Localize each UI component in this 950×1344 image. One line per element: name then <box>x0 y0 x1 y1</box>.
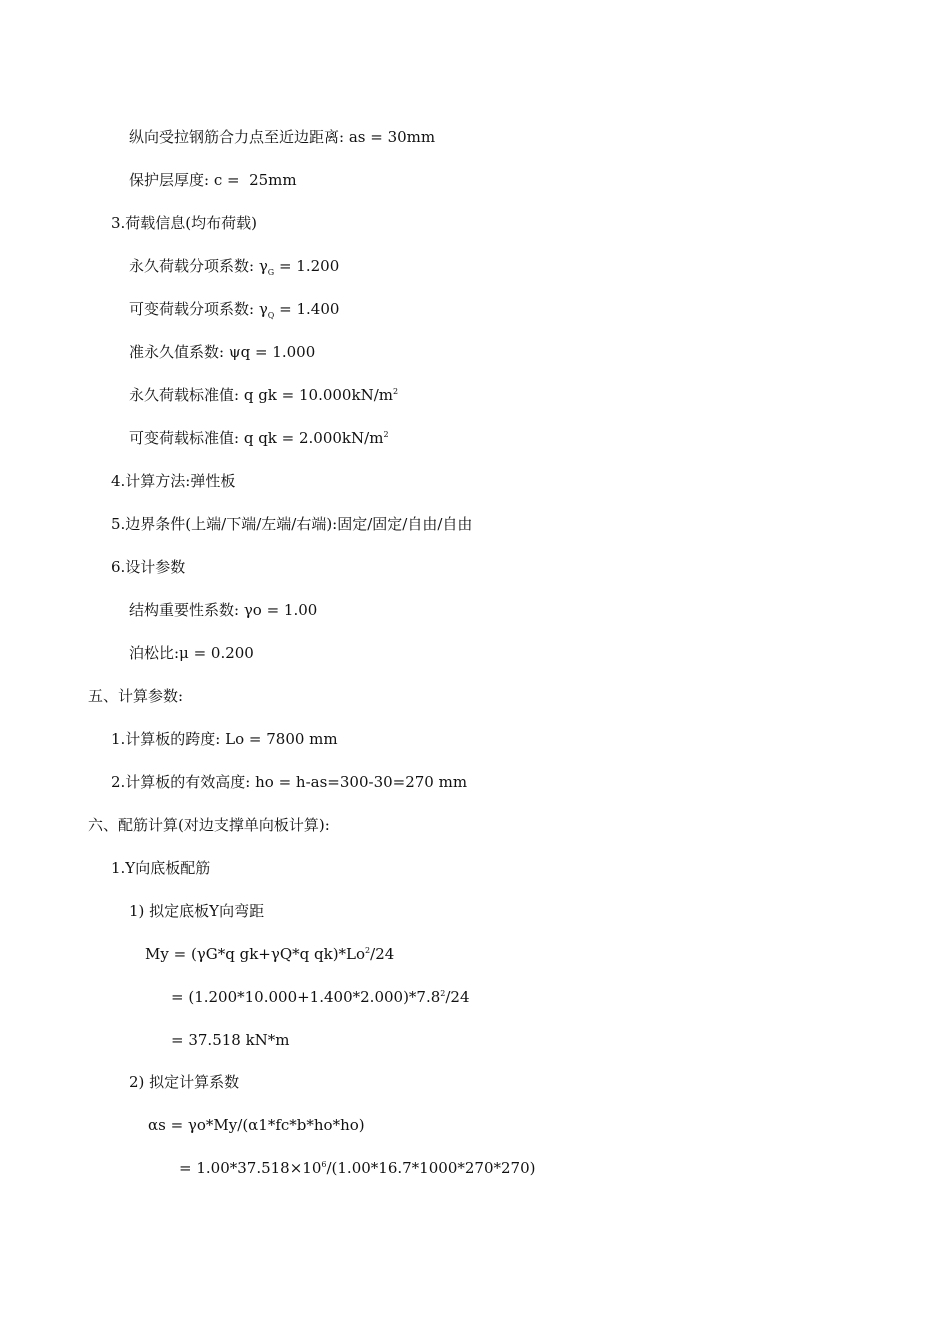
text-line-gamma-q: 可变荷载分项系数: $\gamma_Q = 1.400$ <box>129 300 340 320</box>
formula-my: My = (γG*q gk+γQ*q qk)*Lo$^2$/24 <box>145 945 395 963</box>
section-heading-y-bottom: 1.Y向底板配筋 <box>111 859 211 877</box>
chapter-heading-6: 六、配筋计算(对边支撑单向板计算): <box>88 816 330 834</box>
subsection-heading-coefficient: 2) 拟定计算系数 <box>129 1073 240 1091</box>
text-line-poisson: 泊松比:μ = 0.200 <box>129 644 254 662</box>
text-line-effective-height: 2.计算板的有效高度: ho = h-as=300-30=270 mm <box>111 773 468 791</box>
text-line-psi-q: 准永久值系数: ψq = 1.000 <box>129 343 316 361</box>
formula-my-result: = 37.518 kN*m <box>171 1031 290 1049</box>
formula-alpha-s: αs = γo*My/(α1*fc*b*ho*ho) <box>148 1116 365 1134</box>
section-heading-method: 4.计算方法:弹性板 <box>111 472 236 490</box>
section-heading-load: 3.荷载信息(均布荷载) <box>111 214 258 232</box>
text-line-qqk: 可变荷载标准值: q qk = $2.000kN/m^2$ <box>129 429 389 447</box>
text-line-as: 纵向受拉钢筋合力点至近边距离: as = 30mm <box>129 128 436 146</box>
text-line-gamma-g: 永久荷载分项系数: $\gamma_G = 1.200$ <box>129 257 340 277</box>
formula-alpha-s-substituted: = $1.00*37.518\times 10^6/(1.00*16.7*1000*270*270)$ <box>179 1159 536 1177</box>
chapter-heading-5: 五、计算参数: <box>88 687 184 705</box>
text-line-qgk: 永久荷载标准值: q gk = $10.000kN/m^2$ <box>129 386 399 404</box>
text-line-gamma-o: 结构重要性系数: γo = 1.00 <box>129 601 318 619</box>
text-line-cover: 保护层厚度: c = 25mm <box>129 171 297 189</box>
subsection-heading-moment: 1) 拟定底板Y向弯距 <box>129 902 265 920</box>
section-heading-boundary: 5.边界条件(上端/下端/左端/右端):固定/固定/自由/自由 <box>111 515 473 533</box>
text-line-span: 1.计算板的跨度: Lo = 7800 mm <box>111 730 338 748</box>
formula-my-substituted: = $(1.200*10.000+1.400*2.000)*7.8^2/24$ <box>171 988 470 1006</box>
section-heading-design: 6.设计参数 <box>111 558 186 576</box>
